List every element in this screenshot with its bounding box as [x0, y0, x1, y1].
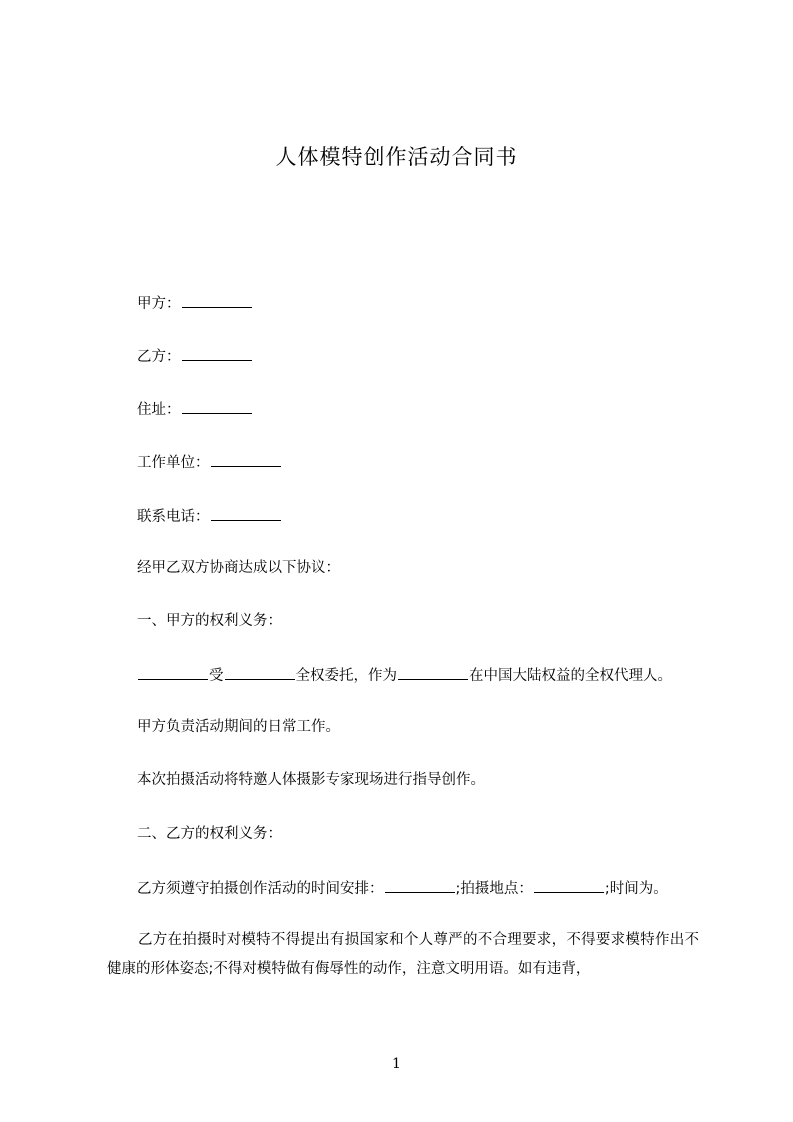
party-b-blank[interactable]: [182, 346, 252, 361]
s1-line1-part1: 受: [209, 668, 224, 684]
section1-line1: [137, 665, 672, 685]
workplace-blank[interactable]: [211, 452, 281, 467]
party-a-blank[interactable]: [182, 293, 252, 308]
s1-line1-part3: 在中国大陆权益的全权代理人。: [469, 668, 672, 684]
workplace-label: 工作单位：: [137, 455, 210, 471]
principal-blank[interactable]: [225, 665, 295, 680]
represented-blank[interactable]: [398, 665, 468, 680]
document-title: 人体模特创作活动合同书: [275, 145, 518, 169]
section1-heading: 一、甲方的权利义务：: [137, 613, 282, 629]
section1-line2: 甲方负责活动期间的日常工作。: [137, 719, 340, 735]
s1-line1-part2: 全权委托，作为: [295, 668, 397, 684]
address-blank[interactable]: [182, 399, 252, 414]
phone-blank[interactable]: [211, 506, 281, 521]
agent-blank[interactable]: [138, 665, 208, 680]
page-number: 1: [392, 1056, 401, 1072]
address-line: [137, 399, 253, 419]
party-b-line: [137, 346, 253, 366]
phone-line: [137, 506, 282, 526]
schedule-blank[interactable]: [385, 878, 455, 893]
location-blank[interactable]: [534, 878, 604, 893]
intro-text: 经甲乙双方协商达成以下协议：: [137, 560, 340, 576]
section1-line3: 本次拍摄活动将特邀人体摄影专家现场进行指导创作。: [137, 772, 485, 788]
section2-line1: [137, 878, 668, 898]
section2-paragraph: 乙方在拍摄时对模特不得提出有损国家和个人尊严的不合理要求，不得要求模特作出不健康的形体姿态;不得对模特做有侮辱性的动作，注意文明用语。如有违背，: [107, 932, 699, 977]
section2-heading: 二、乙方的权利义务：: [137, 826, 282, 842]
party-a-line: [137, 293, 253, 313]
s2-line1-part3: ;时间为。: [604, 881, 668, 897]
workplace-line: [137, 452, 282, 472]
s2-line1-part1: 乙方须遵守拍摄创作活动的时间安排：: [137, 881, 384, 897]
phone-label: 联系电话：: [137, 509, 210, 525]
party-a-label: 甲方：: [137, 296, 181, 312]
address-label: 住址：: [137, 402, 181, 418]
party-b-label: 乙方：: [137, 349, 181, 365]
s2-line1-part2: ;拍摄地点：: [455, 881, 533, 897]
